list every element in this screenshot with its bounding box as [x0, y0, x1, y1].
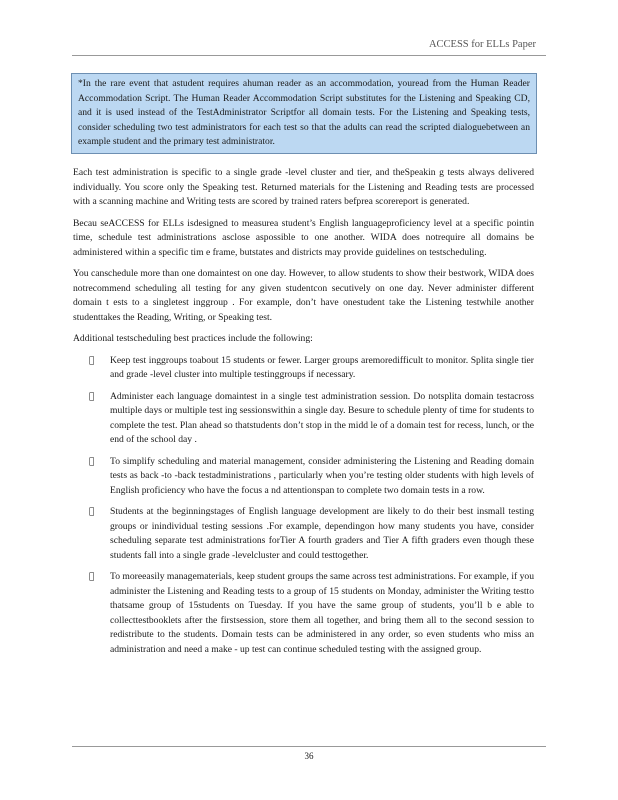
human-reader-callout: *In the rare event that astudent requires ahuman reader as an accommodation, youread from the Human Reader Accommodation Script. The Human Reader Accommodation Script substitutes for the Listening and Speaking CD, and it is used instead of the TestAdministrator Scriptfor all domain tests. For the Listening and Speaking tests, consider scheduling two test administrators for each test so that the adults can read the scripted dialoguebetween an example student and the primary test administrator.	[71, 73, 537, 154]
list-item	[73, 505, 534, 563]
list-item	[73, 354, 534, 383]
paragraph-test-administration: Each test administration is specific to a single grade -level cluster and tier, and theSpeakin g tests always delivered individually. You score only the Speaking test. Returned materials for the Listening and Reading tests are processed with a scanning machine and Writing tests are scored by trained raters befprea scorereport is generated.	[73, 167, 534, 207]
running-header: ACCESS for ELLs Paper	[428, 39, 536, 50]
paragraph-proficiency-timing: Becau seACCESS for ELLs isdesigned to measurea student’s English languageproficiency level at a specific pointin time, schedule test administrations asclose aspossible to one another. WIDA does notrequire all domains be administered within a specific tim e frame, butstates and districts may provide guidelines on testscheduling.	[73, 217, 534, 258]
list-item-text: Keep test inggroups toabout 15 students or fewer. Larger groups aremoredifficult to monitor. Splita single tier and grade -level cluster into multiple testinggroups if necessary.	[110, 354, 534, 380]
header-divider	[72, 55, 546, 56]
best-practices-list	[73, 354, 534, 658]
page-body	[73, 166, 534, 664]
page-number: 36	[304, 751, 314, 761]
list-item	[73, 455, 534, 499]
list-item-text: Administer each language domaintest in a single test administration session. Do notsplita domain testacross multiple days or multiple test ing sessionswithin a single day. Besure to schedule plenty of time for students to complete the test. Plan ahead so thatstudents don’t stop in the midd le of a domain test for recess, lunch, or the end of the school day .	[110, 390, 534, 445]
square-bullet-icon	[89, 570, 94, 585]
square-bullet-icon	[89, 354, 94, 369]
list-item	[73, 390, 534, 448]
list-item	[73, 570, 534, 657]
paragraph-multiple-domain-tests: You canschedule more than one domaintest on one day. However, to allow students to show their bestwork, WIDA does notrecommend scheduling all testing for any given studentcon secutively on one day. Never administer different domain t ests to a singletest inggroup . For example, don’t have onestudent take the Listening testwhile another studenttakes the Reading, Writing, or Speaking test.	[73, 268, 534, 323]
list-item-text: Students at the beginningstages of English language development are likely to do their best insmall testing groups or inindividual testing sessions .For example, dependingon how many students you have, consider scheduling separate test administrations forTier A fourth graders and Tier A fifth graders even though these students fall into a single grade -levelcluster and could testtogether.	[110, 506, 534, 561]
square-bullet-icon	[89, 455, 94, 470]
paragraph-best-practices-intro: Additional testscheduling best practices include the following:	[73, 333, 313, 344]
square-bullet-icon	[89, 505, 94, 520]
square-bullet-icon	[89, 390, 94, 405]
list-item-text: To moreeasily managematerials, keep student groups the same across test administrations. For example, if you administer the Listening and Reading tests to a group of 15 students on Monday, administer the Writing testto thatsame group of 15students on Tuesday. If you have the same group of students, you’ll b e able to collecttestbooklets after the firstsession, store them all together, and bring them all to the second session to redistribute to the students. Domain tests can be administered in any order, so even students who miss an administration and need a make - up test can continue scheduled testing with the assigned group.	[110, 571, 534, 655]
list-item-text: To simplify scheduling and material management, consider administering the Listening and Reading domain tests as back -to -back testadministrations , particularly when you’re testing older students with high levels of English proficiency who have the focus a nd attentionspan to complete two domain tests in a row.	[110, 455, 534, 496]
footer-divider	[72, 746, 546, 747]
